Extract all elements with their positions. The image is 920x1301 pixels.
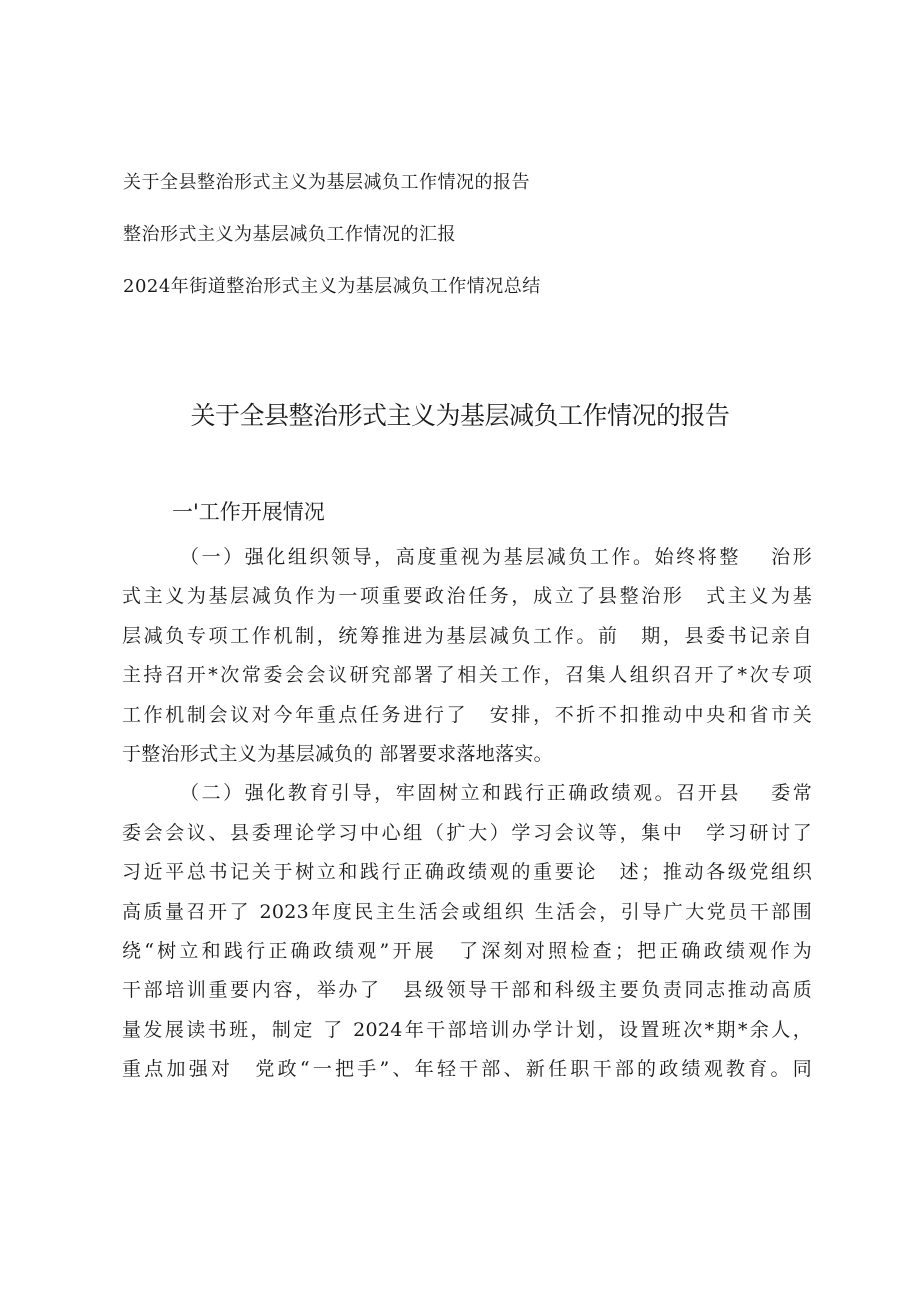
paragraph-line: 重点加强对 党政“一把手”、年轻干部、新任职干部的政绩观教育。同 bbox=[122, 1058, 812, 1081]
paragraph-line: 高质量召开了 2023年度民主生活会或组织 生活会，引导广大党员干部围 bbox=[122, 900, 812, 923]
paragraph-line: 委会会议、县委理论学习中心组（扩大）学习会议等，集中 学习研讨了 bbox=[122, 821, 812, 844]
body-text bbox=[122, 538, 812, 1089]
paragraph-line: 习近平总书记关于树立和践行正确政绩观的重要论 述；推动各级党组织 bbox=[122, 861, 812, 884]
paragraph-line: 式主义为基层减负作为一项重要政治任务，成立了县整治形 式主义为基 bbox=[122, 585, 812, 608]
section-heading: 一'工作开展情况 bbox=[172, 500, 325, 524]
paragraph-line: 量发展读书班，制定 了 2024年干部培训办学计划，设置班次*期*余人， bbox=[122, 1018, 812, 1041]
paragraph-line: 绕“树立和践行正确政绩观”开展 了深刻对照检查；把正确政绩观作为 bbox=[122, 939, 812, 962]
table-of-contents bbox=[123, 170, 823, 326]
toc-item: 2024年街道整治形式主义为基层减负工作情况总结 bbox=[123, 276, 541, 297]
toc-item: 整治形式主义为基层减负工作情况的汇报 bbox=[123, 224, 456, 245]
paragraph-line: 工作机制会议对今年重点任务进行了 安排，不折不扣推动中央和省市关 bbox=[122, 703, 812, 726]
paragraph bbox=[122, 538, 812, 774]
paragraph-line: 于整治形式主义为基层减负的 部署要求落地落实。 bbox=[122, 742, 553, 765]
paragraph-line: （二）强化教育引导，牢固树立和践行正确政绩观。召开县 委常 bbox=[180, 782, 812, 805]
paragraph-line: 干部培训重要内容，举办了 县级领导干部和科级主要负责同志推动高质 bbox=[122, 979, 812, 1002]
document-title: 关于全县整治形式主义为基层减负工作情况的报告 bbox=[190, 401, 730, 430]
paragraph-line: 层减负专项工作机制，统筹推进为基层减负工作。前 期，县委书记亲自 bbox=[122, 624, 812, 647]
paragraph-line: （一）强化组织领导，高度重视为基层减负工作。始终将整 治形 bbox=[180, 546, 812, 568]
paragraph bbox=[122, 774, 812, 1089]
paragraph-line: 主持召开*次常委会会议研究部署了相关工作，召集人组织召开了*次专项 bbox=[122, 664, 812, 687]
toc-item: 关于全县整治形式主义为基层减负工作情况的报告 bbox=[123, 172, 530, 193]
